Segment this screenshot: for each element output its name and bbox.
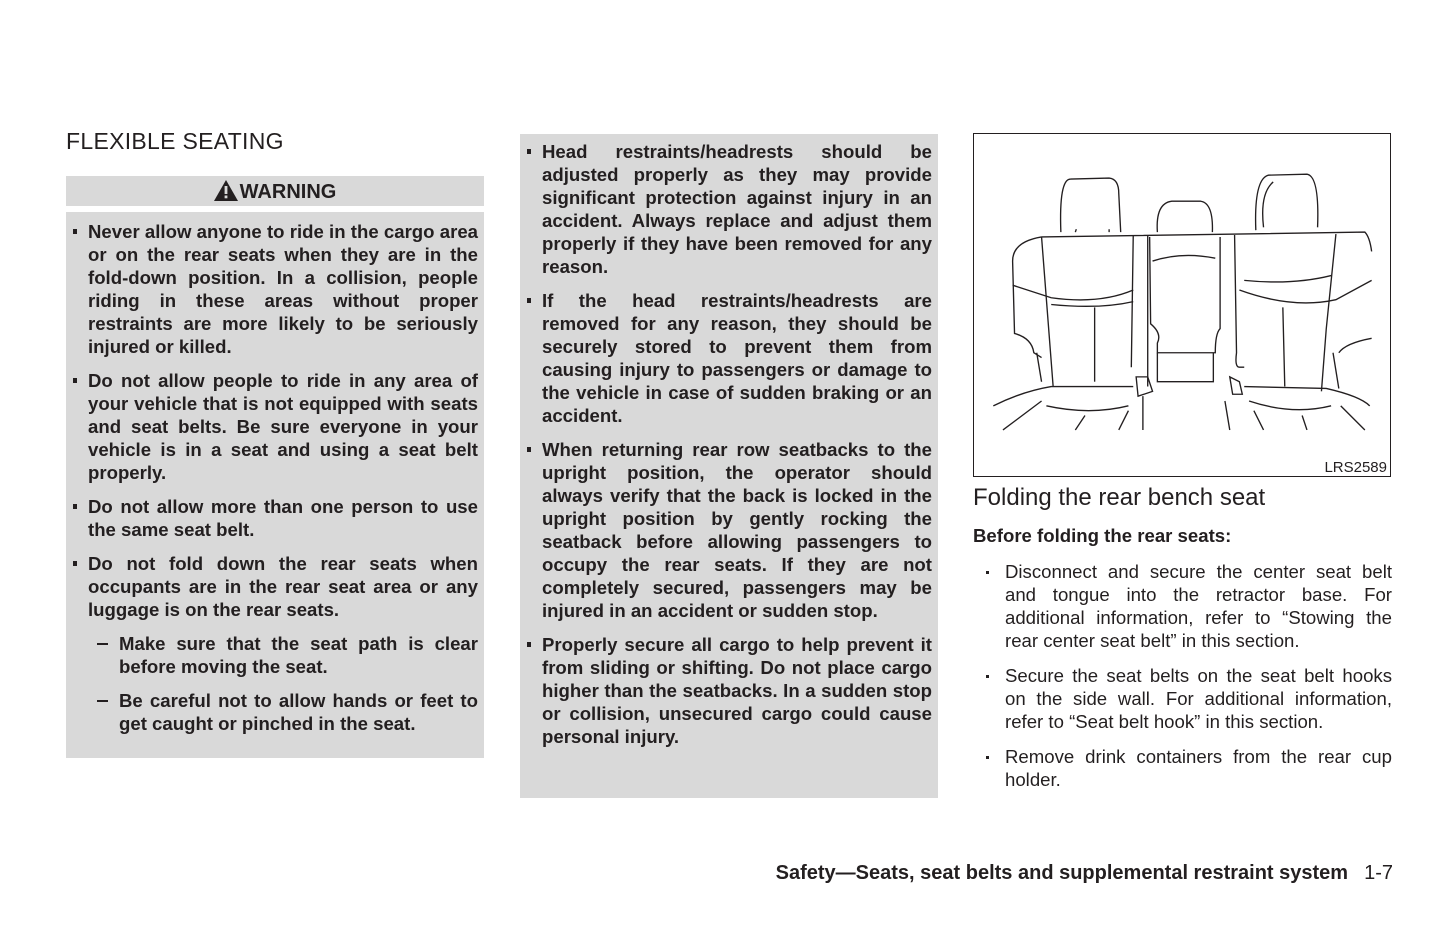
chapter-title: Safety—Seats, seat belts and supplemental restraint system: [775, 862, 1349, 884]
warning-item: When returning rear row seatbacks to the upright position, the operator should always verify that the back is locked in the upright position by gently rocking the seatback before allowing passengers to occupy the rear seats. If they are not completely secured, passengers may be injured in an accident or sudden stop.: [542, 439, 932, 621]
page-footer: [776, 862, 1393, 885]
subsection-title: Folding the rear bench seat: [973, 484, 1266, 511]
subsection-subtitle: Before folding the rear seats:: [973, 525, 1232, 546]
warning-triangle-icon: [214, 180, 238, 201]
warning-item: Properly secure all cargo to help prevent it from sliding or shifting. Do not place cargo higher than the seatbacks. In a sudden stop or collision, unsecured cargo could cause personal injury.: [542, 634, 932, 747]
warning-item: Never allow anyone to ride in the cargo area or on the rear seats when they are in the fold-down position. In a collision, people riding in these areas without proper restraints are more likely to be seriously injured or killed.: [88, 221, 478, 357]
warning-title: WARNING: [239, 181, 337, 203]
warning-item: Do not allow more than one person to use the same seat belt.: [88, 496, 478, 540]
list-item: Secure the seat belts on the seat belt hooks on the side wall. For additional information, refer to “Seat belt hook” in this section.: [1005, 665, 1392, 732]
list-item: Disconnect and secure the center seat belt and tongue into the retractor base. For additional information, refer to “Stowing the rear center seat belt” in this section.: [1005, 561, 1392, 651]
warning-item: Head restraints/headrests should be adjusted properly as they may provide significant protection against injury in an accident. Always replace and adjust them properly if they have been removed for any reason.: [542, 141, 932, 277]
warning-item: If the head restraints/headrests are removed for any reason, they should be securely stored to prevent them from causing injury to passengers or damage to the vehicle in case of sudden braking or an accident.: [542, 290, 932, 426]
warning-subitem: Be careful not to allow hands or feet to get caught or pinched in the seat.: [119, 690, 478, 734]
warning-box-continued: [520, 134, 938, 798]
warning-subitem: Make sure that the seat path is clear before moving the seat.: [119, 633, 478, 677]
figure-id: LRS2589: [1324, 459, 1387, 476]
list-item: Remove drink containers from the rear cup holder.: [1005, 746, 1392, 790]
warning-item-text: Do not fold down the rear seats when occupants are in the rear seat area or any luggage is on the rear seats.: [88, 553, 478, 620]
warning-header: [66, 176, 484, 206]
rear-seat-illustration: [973, 133, 1391, 477]
warning-box: [66, 212, 484, 758]
page-number: 1-7: [1364, 862, 1393, 884]
instruction-list: [1005, 560, 1392, 803]
warning-item: Do not allow people to ride in any area of your vehicle that is not equipped with seats and seat belts. Be sure everyone in your vehicle is in a seat and using a seat belt properly.: [88, 370, 478, 483]
warning-item: [88, 552, 478, 735]
section-heading: FLEXIBLE SEATING: [66, 128, 284, 154]
